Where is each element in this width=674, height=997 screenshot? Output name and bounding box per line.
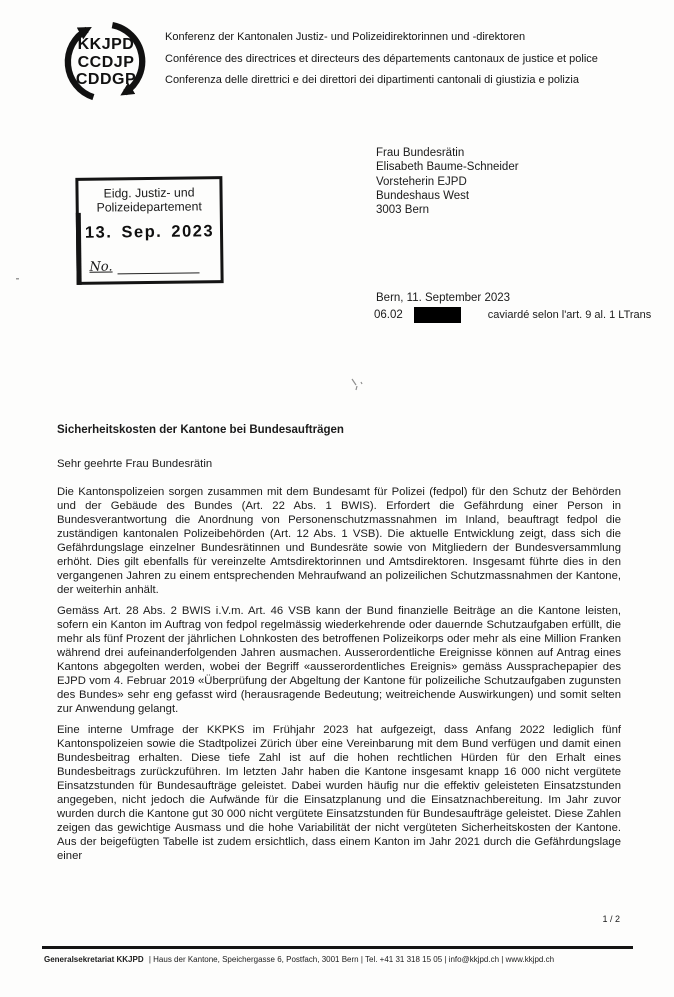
redaction-note: caviardé selon l'art. 9 al. 1 LTrans <box>487 309 652 321</box>
recipient-title: Frau Bundesrätin <box>376 147 465 159</box>
recipient-role: Vorsteherin EJPD <box>376 175 467 188</box>
salutation: Sehr geehrte Frau Bundesrätin <box>57 458 213 470</box>
reference-row <box>374 307 651 323</box>
stamp-date: 13. Sep. 2023 <box>84 222 215 242</box>
stamp-office-name <box>78 179 219 215</box>
letterhead-line-italian: Conferenza delle direttrici e dei direttori dei dipartimenti cantonali di giustizia e polizia <box>165 74 579 86</box>
receipt-stamp <box>75 176 223 285</box>
paragraph-legal-basis: Die Kantonspolizeien sorgen zusammen mit dem Bundesamt für Polizei (fedpol) für den Schutz der Behörden und der Gebäude des Bundes (Art. 22 Abs. 1 BWIS). Erfordert die Gefährdung einer Person in Bundesverantwortung die Anordnung von Personenschutzmassnahmen im Inland, beauftragt fedpol die zuständigen kantonalen Polizeibehörden (Art. 12 Abs. 1 VSB). Die aktuelle Entwicklung zeigt, dass sich die Gefährdungslage einzelner Bundesrätinnen und Bundesräte sowie von Mitgliedern der Bundesversammlung erhöht. Dies gilt ebenfalls für vereinzelte Amtsdirektorinnen und Amtsdirektoren. Insgesamt führte dies in den vergangenen Jahren zu einem entsprechenden Mehraufwand an polizeilichen Schutzmassnahmen der Kantone, der weiterhin anhält. <box>57 486 621 596</box>
footer-organization: Generalsekretariat KKJPD <box>44 955 144 964</box>
stamp-no-label: No. <box>89 259 113 275</box>
footer-contact-line <box>44 955 554 964</box>
scan-speck <box>15 276 21 282</box>
recipient-name: Elisabeth Baume-Schneider <box>376 161 519 174</box>
page-indicator: 1 / 2 <box>602 914 620 924</box>
footer-divider <box>42 946 633 949</box>
recipient-address <box>376 146 519 217</box>
footer-contact-details: | Haus der Kantone, Speichergasse 6, Postfach, 3001 Bern | Tel. +41 31 318 15 05 | info@kkjpd.ch | www.kkjpd.ch <box>148 955 555 964</box>
recipient-city: 3003 Bern <box>376 204 430 217</box>
place-date: Bern, 11. September 2023 <box>376 292 511 304</box>
letterhead-line-french: Conférence des directrices et directeurs des départements cantonaux de justice et police <box>165 52 598 65</box>
stamp-office-line1: Eidg. Justiz- und <box>103 185 195 201</box>
letterhead <box>165 27 598 92</box>
stamp-office-line2: Polizeidepartement <box>96 199 202 215</box>
stamp-no-blank-line <box>117 260 199 274</box>
paragraph-survey-results: Eine interne Umfrage der KKPKS im Frühjahr 2023 hat aufgezeigt, dass Anfang 2022 lediglich fünf Kantonspolizeien sowie die Stadtpolizei Zürich über eine Vereinbarung mit dem Bund verfügen und damit einen Bundesbeitrag erhalten. Diese tiefe Zahl ist auf die hohen rechtlichen Hürden für den Erhalt eines Bundesbeitrags zurückzuführen. Im letzten Jahr haben die Kantone insgesamt knapp 16 000 nicht vergütete Einsatzstunden für Bundesaufträge geleistet. Dabei wurden häufig nur die effektiv geleisteten Einsatzstunden angegeben, nicht jedoch die Aufwände für die Einsatzplanung und die Einsatznachbereitung. Im Jahr zuvor wurden durch die Kantone gut 30 000 nicht vergütete Einsatzstunden für Bundesaufträge geleistet. Diese Zahlen zeigen das gewichtige Ausmass und die hohe Variabilität der nicht vergüteten Sicherheitskosten der Kantone. Aus der beigefügten Tabelle ist zudem ersichtlich, dass einem Kanton im Jahr 2021 durch die Gefährdungslage einer <box>57 724 621 862</box>
paragraph-compensation-rules: Gemäss Art. 28 Abs. 2 BWIS i.V.m. Art. 46 VSB kann der Bund finanzielle Beiträge an die Kantone leisten, sofern ein Kanton im Auftrag von fedpol regelmässig wiederkehrende oder dauernde Schutzaufgaben erfüllt, die mehr als fünf Prozent der jährlichen Lohnkosten des betroffenen Polizeikorps oder mehr als eine Million Franken während drei aufeinanderfolgenden Jahren ausmachen. Ausserordentliche Ereignisse können auf Antrag eines Kantons abgegolten werden, wobei der Begriff «ausserordentliches Ereignis» gemäss Aussprachepapier des EJPD vom 4. Februar 2019 «Überprüfung der Abgeltung der Kantone für polizeiliche Schutzaufgaben zugunsten des Bundes» sehr eng gefasst wird (herausragende Bedeutung; weitreichende Auswirkungen) und somit selten zur Anwendung gelangt. <box>57 605 621 715</box>
logo-line-de: KKJPD <box>77 35 135 53</box>
stamp-number-row <box>89 258 199 274</box>
scan-artifact <box>344 376 366 392</box>
kkjpd-logo <box>52 17 160 107</box>
recipient-street: Bundeshaus West <box>376 189 470 202</box>
logo-line-it: CDDGP <box>75 70 137 88</box>
redaction-black-box <box>414 307 461 323</box>
letter-body <box>57 485 621 870</box>
subject-line: Sicherheitskosten der Kantone bei Bundesaufträgen <box>57 424 344 436</box>
stamp-ink-smudge <box>76 213 82 285</box>
logo-line-fr: CCDJP <box>77 53 135 71</box>
dossier-number: 06.02 <box>374 309 403 321</box>
letterhead-line-german: Konferenz der Kantonalen Justiz- und Polizeidirektorinnen und -direktoren <box>165 31 526 43</box>
logo-acronyms <box>52 36 160 89</box>
